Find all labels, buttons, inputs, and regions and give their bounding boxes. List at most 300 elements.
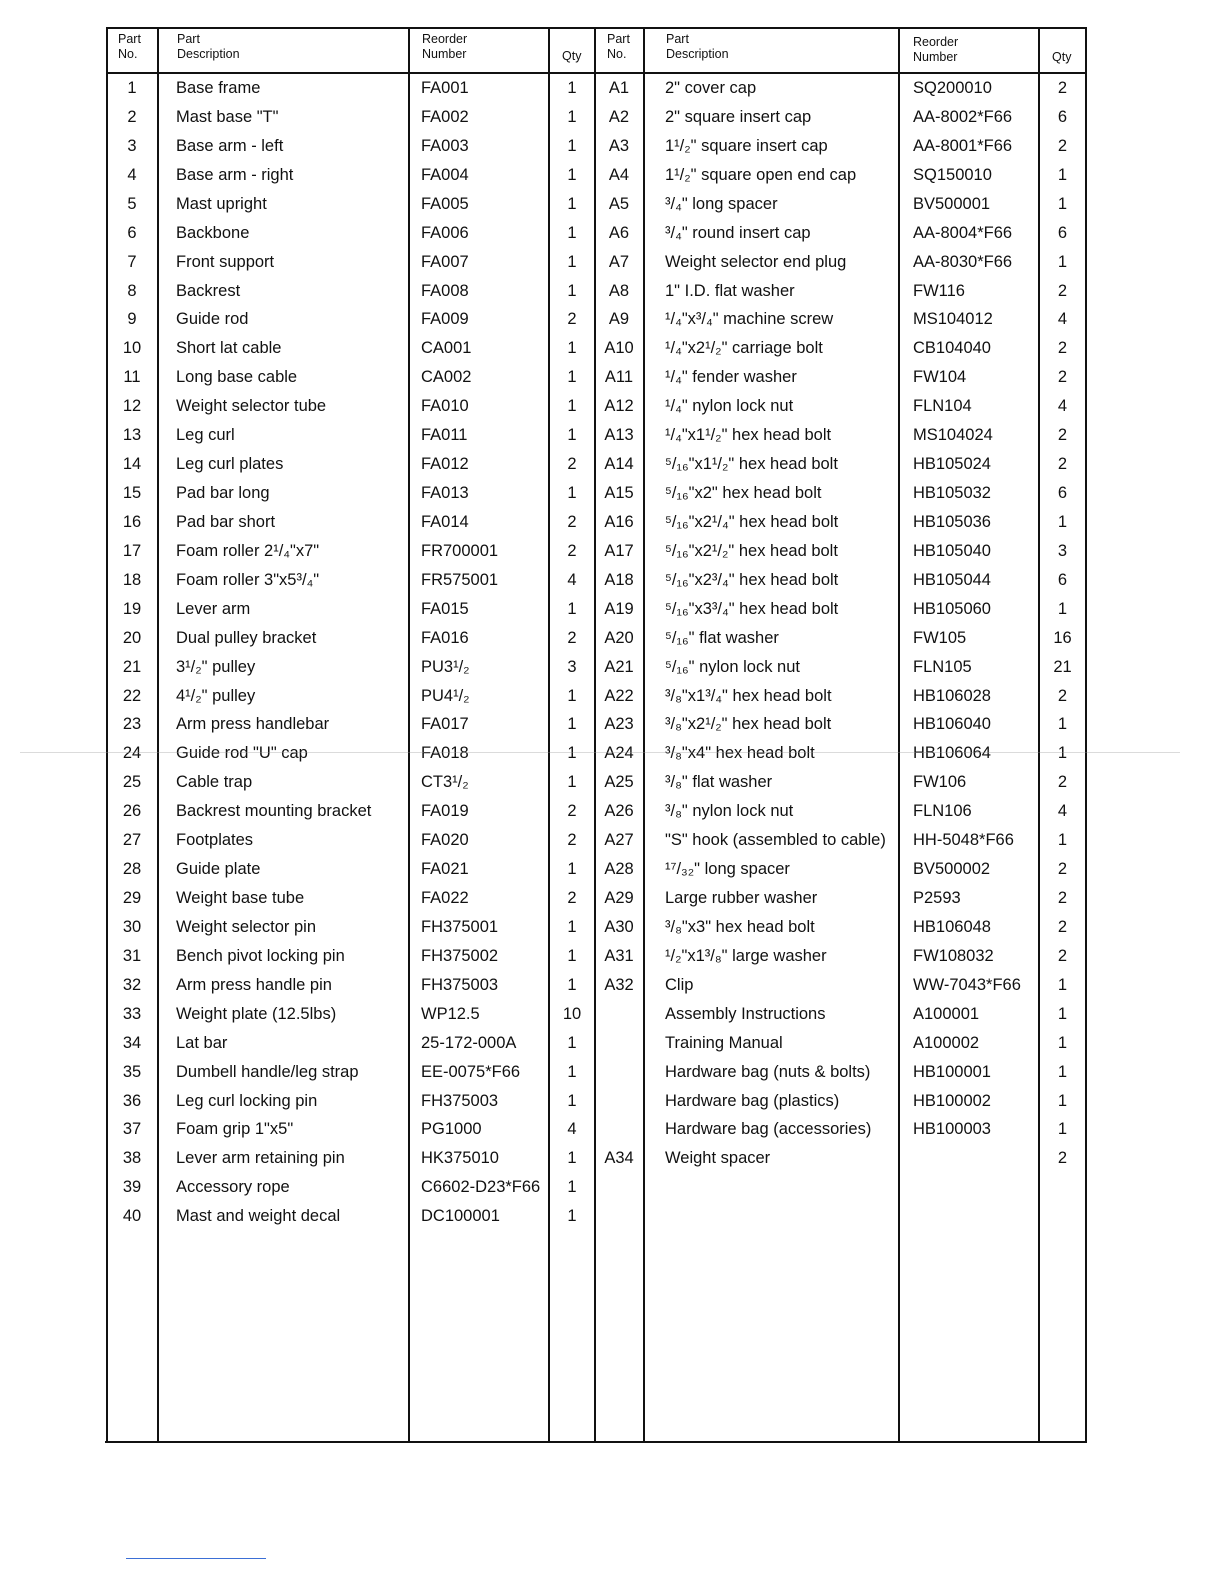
part-no-cell: A32: [604, 975, 634, 994]
qty-cell: 1: [1057, 744, 1068, 763]
part-description-cell: ³/₈"x4" hex head bolt: [665, 744, 815, 763]
reorder-number-cell: FA012: [421, 455, 469, 474]
qty-cell: 1: [567, 773, 577, 792]
qty-cell: 2: [567, 310, 577, 329]
part-description-cell: Arm press handlebar: [176, 715, 330, 734]
qty-cell: 1: [1057, 599, 1068, 618]
qty-cell: 2: [1057, 773, 1068, 792]
qty-cell: 1: [567, 1033, 577, 1052]
part-description-cell: Mast and weight decal: [176, 1207, 341, 1226]
part-description-cell: 1" I.D. flat washer: [665, 281, 795, 300]
reorder-number-cell: FR700001: [421, 541, 499, 560]
header-left-qty: Qty: [562, 49, 582, 63]
reorder-number-cell: EE-0075*F66: [421, 1062, 521, 1081]
part-description-cell: Base arm - left: [176, 136, 284, 155]
reorder-number-cell: HB106028: [913, 686, 991, 705]
header-right-reorder: Reorder Number: [913, 35, 959, 64]
qty-cell: 1: [567, 484, 577, 503]
part-no-cell: A11: [604, 368, 634, 387]
part-description-cell: Short lat cable: [176, 339, 282, 358]
part-no-cell: A28: [604, 860, 634, 879]
part-description-cell: Lever arm: [176, 599, 251, 618]
part-no-cell: A12: [604, 397, 634, 416]
part-description-cell: Long base cable: [176, 368, 298, 387]
part-no-cell: 39: [122, 1178, 142, 1197]
part-no-cell: 38: [122, 1149, 142, 1168]
qty-cell: 6: [1057, 223, 1068, 242]
reorder-number-cell: FA018: [421, 744, 469, 763]
part-no-cell: 3: [127, 136, 137, 155]
reorder-number-cell: FLN105: [913, 657, 972, 676]
col-rule-left-no: [157, 27, 159, 1443]
part-description-cell: Base frame: [176, 79, 261, 97]
header-right-qty: Qty: [1052, 50, 1072, 64]
qty-cell: 1: [567, 136, 577, 155]
qty-cell: 1: [567, 860, 577, 879]
part-no-cell: 8: [127, 281, 137, 300]
reorder-number-cell: FA017: [421, 715, 469, 734]
reorder-number-cell: FA004: [421, 165, 469, 184]
reorder-number-cell: C6602-D23*F66: [421, 1178, 541, 1197]
qty-cell: 1: [1057, 165, 1068, 184]
part-description-cell: Large rubber washer: [665, 889, 818, 908]
col-rule-right-no: [643, 27, 645, 1443]
reorder-number-cell: FLN106: [913, 802, 972, 821]
table-bottom-rule: [105, 1441, 1087, 1443]
qty-cell: 1: [567, 252, 577, 271]
reorder-number-cell: PG1000: [421, 1120, 482, 1139]
qty-cell: 4: [1057, 310, 1068, 329]
part-description-cell: ¹/₄"x2¹/₂" carriage bolt: [665, 339, 823, 358]
part-description-cell: Dumbell handle/leg strap: [176, 1062, 359, 1081]
qty-cell: 2: [1057, 136, 1068, 155]
part-description-cell: ³/₈" flat washer: [665, 773, 773, 792]
qty-cell: 2: [1057, 455, 1068, 474]
qty-cell: 1: [567, 1149, 577, 1168]
part-no-cell: 33: [122, 1004, 142, 1023]
reorder-number-cell: A100001: [913, 1004, 980, 1023]
part-no-cell: 40: [122, 1207, 142, 1226]
part-description-cell: Leg curl: [176, 426, 235, 445]
part-no-cell: 23: [122, 715, 142, 734]
reorder-number-cell: P2593: [913, 889, 961, 908]
reorder-number-cell: HB105040: [913, 541, 991, 560]
part-no-cell: A20: [604, 628, 634, 647]
qty-cell: 1: [567, 281, 577, 300]
reorder-number-cell: FA009: [421, 310, 469, 329]
reorder-number-cell: CB104040: [913, 339, 991, 358]
part-no-cell: 31: [122, 946, 142, 965]
qty-cell: 1: [567, 426, 577, 445]
reorder-number-cell: HK375010: [421, 1149, 499, 1168]
part-no-cell: A30: [604, 917, 634, 936]
part-description-cell: Base arm - right: [176, 165, 294, 184]
part-description-cell: Weight selector end plug: [665, 252, 847, 271]
qty-cell: 4: [567, 570, 577, 589]
part-description-cell: ³/₈" nylon lock nut: [665, 802, 794, 821]
qty-cell: 1: [567, 946, 577, 965]
part-description-cell: 1¹/₂" square insert cap: [665, 136, 828, 155]
part-no-cell: A21: [604, 657, 634, 676]
part-description-cell: Cable trap: [176, 773, 253, 792]
qty-cell: 16: [1053, 628, 1072, 647]
header-right-description: Part Description: [666, 32, 729, 61]
reorder-number-cell: AA-8001*F66: [913, 136, 1013, 155]
qty-cell: 1: [567, 223, 577, 242]
part-no-cell: A3: [608, 136, 630, 155]
part-no-cell: 6: [127, 223, 137, 242]
reorder-number-cell: HB100003: [913, 1120, 991, 1139]
reorder-number-cell: FW105: [913, 628, 967, 647]
part-no-cell: 36: [122, 1091, 142, 1110]
part-no-cell: 10: [122, 339, 142, 358]
part-description-cell: ¹/₄"x1¹/₂" hex head bolt: [665, 426, 832, 445]
reorder-number-cell: FA021: [421, 860, 469, 879]
reorder-number-cell: MS104024: [913, 426, 993, 445]
reorder-number-cell: FLN104: [913, 397, 972, 416]
part-no-cell: A22: [604, 686, 634, 705]
reorder-number-cell: A100002: [913, 1033, 980, 1052]
qty-cell: 2: [567, 512, 577, 531]
reorder-number-cell: FH375003: [421, 975, 499, 994]
reorder-number-cell: FA008: [421, 281, 469, 300]
part-no-cell: 29: [122, 889, 142, 908]
part-description-cell: ⁵/₁₆"x2³/₄" hex head bolt: [665, 570, 839, 589]
part-description-cell: 2" cover cap: [665, 79, 757, 97]
part-description-cell: Bench pivot locking pin: [176, 946, 345, 965]
part-no-cell: 25: [122, 773, 142, 792]
qty-cell: 2: [567, 628, 577, 647]
qty-cell: 4: [567, 1120, 577, 1139]
header-left-reorder: Reorder Number: [422, 32, 468, 61]
part-no-cell: 4: [127, 165, 137, 184]
part-description-cell: ⁵/₁₆"x2¹/₂" hex head bolt: [665, 541, 838, 560]
part-no-cell: A8: [608, 281, 630, 300]
reorder-number-cell: FA019: [421, 802, 469, 821]
part-description-cell: Arm press handle pin: [176, 975, 332, 994]
part-no-cell: A1: [608, 79, 630, 97]
part-description-cell: 2" square insert cap: [665, 107, 812, 126]
reorder-number-cell: FH375001: [421, 917, 499, 936]
reorder-number-cell: PU4¹/₂: [421, 686, 470, 705]
header-bottom-rule: [107, 72, 1087, 74]
qty-cell: 1: [567, 1207, 577, 1226]
qty-cell: 2: [1057, 889, 1068, 908]
qty-cell: 1: [567, 79, 577, 97]
part-description-cell: Front support: [176, 252, 275, 271]
part-no-cell: A2: [608, 107, 630, 126]
part-description-cell: Weight base tube: [176, 889, 305, 908]
reorder-number-cell: HB106048: [913, 917, 991, 936]
qty-cell: 2: [1057, 79, 1068, 97]
part-description-cell: Leg curl locking pin: [176, 1091, 318, 1110]
part-no-cell: A15: [604, 484, 634, 503]
part-no-cell: 12: [122, 397, 142, 416]
qty-cell: 2: [1057, 368, 1068, 387]
qty-cell: 2: [1057, 946, 1068, 965]
qty-cell: 2: [1057, 917, 1068, 936]
header-right-part-no: Part No.: [607, 32, 630, 61]
qty-cell: 2: [567, 831, 577, 850]
part-description-cell: Lat bar: [176, 1033, 228, 1052]
part-no-cell: 27: [122, 831, 142, 850]
part-description-cell: ¹/₄" fender washer: [665, 368, 797, 387]
qty-cell: 1: [1057, 1091, 1068, 1110]
part-no-cell: 15: [122, 484, 142, 503]
part-description-cell: Training Manual: [665, 1033, 783, 1052]
qty-cell: 1: [567, 107, 577, 126]
reorder-number-cell: FW106: [913, 773, 967, 792]
part-description-cell: ¹⁷/₃₂" long spacer: [665, 860, 790, 879]
reorder-number-cell: CA002: [421, 368, 472, 387]
reorder-number-cell: CA001: [421, 339, 472, 358]
part-no-cell: 22: [122, 686, 142, 705]
part-description-cell: Pad bar long: [176, 484, 270, 503]
qty-cell: 1: [567, 368, 577, 387]
part-description-cell: ⁵/₁₆" flat washer: [665, 628, 779, 647]
part-no-cell: 17: [122, 541, 142, 560]
qty-cell: 2: [567, 802, 577, 821]
qty-cell: 1: [1057, 1033, 1068, 1052]
reorder-number-cell: HB105036: [913, 512, 991, 531]
header-left-description: Part Description: [177, 32, 240, 61]
qty-cell: 3: [567, 657, 577, 676]
part-description-cell: ¹/₄"x³/₄" machine screw: [665, 310, 834, 329]
qty-cell: 4: [1057, 802, 1068, 821]
part-no-cell: A6: [608, 223, 630, 242]
reorder-number-cell: FA010: [421, 397, 469, 416]
part-description-cell: ³/₈"x1³/₄" hex head bolt: [665, 686, 832, 705]
col-rule-left-edge: [106, 27, 108, 1443]
reorder-number-cell: FA015: [421, 599, 469, 618]
reorder-number-cell: BV500001: [913, 194, 991, 213]
part-description-cell: 1¹/₂" square open end cap: [665, 165, 857, 184]
qty-cell: 2: [567, 455, 577, 474]
part-no-cell: A17: [604, 541, 634, 560]
qty-cell: 2: [1057, 426, 1068, 445]
qty-cell: 21: [1053, 657, 1072, 676]
reorder-number-cell: FA020: [421, 831, 469, 850]
part-description-cell: ⁵/₁₆" nylon lock nut: [665, 657, 800, 676]
part-no-cell: A23: [604, 715, 634, 734]
qty-cell: 1: [567, 686, 577, 705]
part-description-cell: Guide rod: [176, 310, 249, 329]
qty-cell: 1: [567, 715, 577, 734]
part-no-cell: A31: [604, 946, 634, 965]
part-no-cell: A25: [604, 773, 634, 792]
part-description-cell: Foam roller 3"x5³/₄": [176, 570, 320, 589]
qty-cell: 1: [1057, 1004, 1068, 1023]
part-no-cell: A18: [604, 570, 634, 589]
part-no-cell: 11: [123, 368, 141, 387]
part-no-cell: 9: [127, 310, 137, 329]
reorder-number-cell: BV500002: [913, 860, 991, 879]
part-no-cell: 2: [127, 107, 137, 126]
part-description-cell: 4¹/₂" pulley: [176, 686, 256, 705]
qty-cell: 1: [1057, 831, 1068, 850]
part-no-cell: 13: [122, 426, 142, 445]
scan-streak: [20, 752, 1180, 753]
reorder-number-cell: HB106040: [913, 715, 991, 734]
part-description-cell: ⁵/₁₆"x1¹/₂" hex head bolt: [665, 455, 838, 474]
col-rule-right-edge: [1085, 27, 1087, 1443]
reorder-number-cell: SQ200010: [913, 79, 992, 97]
part-no-cell: A26: [604, 802, 634, 821]
part-no-cell: 14: [122, 455, 142, 474]
qty-cell: 4: [1057, 397, 1068, 416]
qty-cell: 1: [1057, 715, 1068, 734]
part-description-cell: ⁵/₁₆"x3³/₄" hex head bolt: [665, 599, 839, 618]
part-description-cell: 3¹/₂" pulley: [176, 657, 256, 676]
part-description-cell: ¹/₂"x1³/₈" large washer: [665, 946, 827, 965]
part-description-cell: ³/₈"x2¹/₂" hex head bolt: [665, 715, 832, 734]
qty-cell: 1: [567, 339, 577, 358]
qty-cell: 3: [1057, 541, 1068, 560]
qty-cell: 1: [567, 917, 577, 936]
part-description-cell: Assembly Instructions: [665, 1004, 826, 1023]
part-description-cell: Weight selector tube: [176, 397, 327, 416]
part-description-cell: Hardware bag (accessories): [665, 1120, 872, 1139]
part-no-cell: A13: [604, 426, 634, 445]
part-no-cell: 1: [127, 79, 137, 97]
part-description-cell: "S" hook (assembled to cable): [665, 831, 886, 850]
qty-cell: 1: [1057, 1120, 1068, 1139]
reorder-number-cell: HB105060: [913, 599, 991, 618]
part-description-cell: Foam grip 1"x5": [176, 1120, 294, 1139]
reorder-number-cell: FA001: [421, 79, 469, 97]
part-no-cell: A34: [604, 1149, 634, 1168]
reorder-number-cell: FA016: [421, 628, 469, 647]
part-no-cell: 19: [122, 599, 142, 618]
part-description-cell: Weight spacer: [665, 1149, 771, 1168]
part-no-cell: A29: [604, 889, 634, 908]
part-description-cell: Footplates: [176, 831, 254, 850]
qty-cell: 2: [1057, 860, 1068, 879]
part-description-cell: Weight selector pin: [176, 917, 317, 936]
reorder-number-cell: FA005: [421, 194, 469, 213]
part-no-cell: 21: [122, 657, 142, 676]
qty-cell: 2: [567, 889, 577, 908]
qty-cell: 1: [567, 194, 577, 213]
qty-cell: 1: [567, 975, 577, 994]
part-description-cell: Backbone: [176, 223, 250, 242]
part-description-cell: ³/₄" round insert cap: [665, 223, 811, 242]
qty-cell: 1: [1057, 1062, 1068, 1081]
part-description-cell: Mast base "T": [176, 107, 279, 126]
part-no-cell: A14: [604, 455, 634, 474]
part-no-cell: 24: [122, 744, 142, 763]
reorder-number-cell: HB105044: [913, 570, 991, 589]
part-no-cell: A9: [608, 310, 630, 329]
qty-cell: 2: [1057, 339, 1068, 358]
part-no-cell: A7: [608, 252, 630, 271]
reorder-number-cell: FA013: [421, 484, 469, 503]
reorder-number-cell: HB105024: [913, 455, 991, 474]
reorder-number-cell: AA-8030*F66: [913, 252, 1013, 271]
part-description-cell: Clip: [665, 975, 694, 994]
qty-cell: 6: [1057, 570, 1068, 589]
reorder-number-cell: HB106064: [913, 744, 991, 763]
reorder-number-cell: FA003: [421, 136, 469, 155]
part-no-cell: 37: [122, 1120, 142, 1139]
header-left-part-no: Part No.: [118, 32, 141, 61]
part-no-cell: A16: [604, 512, 634, 531]
reorder-number-cell: AA-8004*F66: [913, 223, 1013, 242]
qty-cell: 1: [567, 1062, 577, 1081]
reorder-number-cell: FA007: [421, 252, 469, 271]
reorder-number-cell: FH375003: [421, 1091, 499, 1110]
part-no-cell: A10: [604, 339, 634, 358]
part-no-cell: 26: [122, 802, 142, 821]
reorder-number-cell: HB100002: [913, 1091, 991, 1110]
reorder-number-cell: CT3¹/₂: [421, 773, 469, 792]
part-no-cell: 28: [122, 860, 142, 879]
reorder-number-cell: FA011: [421, 426, 468, 445]
qty-cell: 1: [1057, 975, 1068, 994]
part-no-cell: 32: [122, 975, 142, 994]
reorder-number-cell: FA022: [421, 889, 469, 908]
col-rule-left-desc: [408, 27, 410, 1443]
part-no-cell: 30: [122, 917, 142, 936]
qty-cell: 1: [1057, 512, 1068, 531]
reorder-number-cell: FR575001: [421, 570, 499, 589]
qty-cell: 6: [1057, 484, 1068, 503]
part-description-cell: ³/₄" long spacer: [665, 194, 778, 213]
part-description-cell: Accessory rope: [176, 1178, 290, 1197]
reorder-number-cell: PU3¹/₂: [421, 657, 470, 676]
qty-cell: 1: [567, 397, 577, 416]
part-no-cell: 7: [127, 252, 137, 271]
qty-cell: 6: [1057, 107, 1068, 126]
reorder-number-cell: FA014: [421, 512, 469, 531]
part-no-cell: 16: [122, 512, 142, 531]
reorder-number-cell: FH375002: [421, 946, 499, 965]
reorder-number-cell: SQ150010: [913, 165, 992, 184]
reorder-number-cell: FW108032: [913, 946, 994, 965]
part-description-cell: ³/₈"x3" hex head bolt: [665, 917, 815, 936]
reorder-number-cell: WW-7043*F66: [913, 975, 1021, 994]
qty-cell: 2: [1057, 686, 1068, 705]
reorder-number-cell: FA002: [421, 107, 469, 126]
reorder-number-cell: MS104012: [913, 310, 993, 329]
part-no-cell: 20: [122, 628, 142, 647]
qty-cell: 1: [567, 1091, 577, 1110]
col-rule-right-desc: [898, 27, 900, 1443]
part-description-cell: Foam roller 2¹/₄"x7": [176, 541, 320, 560]
qty-cell: 2: [567, 541, 577, 560]
qty-cell: 2: [1057, 1149, 1068, 1168]
underline-mark: [126, 1558, 266, 1559]
qty-cell: 1: [567, 165, 577, 184]
part-no-cell: A19: [604, 599, 634, 618]
qty-cell: 10: [562, 1004, 582, 1023]
part-description-cell: Hardware bag (nuts & bolts): [665, 1062, 871, 1081]
reorder-number-cell: 25-172-000A: [421, 1033, 517, 1052]
part-description-cell: ⁵/₁₆"x2" hex head bolt: [665, 484, 822, 503]
reorder-number-cell: DC100001: [421, 1207, 500, 1226]
part-description-cell: Dual pulley bracket: [176, 628, 317, 647]
reorder-number-cell: HB105032: [913, 484, 991, 503]
reorder-number-cell: HH-5048*F66: [913, 831, 1014, 850]
part-no-cell: 5: [127, 194, 137, 213]
reorder-number-cell: FW116: [913, 281, 965, 300]
qty-cell: 1: [567, 744, 577, 763]
part-description-cell: Lever arm retaining pin: [176, 1149, 345, 1168]
part-description-cell: Pad bar short: [176, 512, 276, 531]
part-description-cell: Leg curl plates: [176, 455, 284, 474]
qty-cell: 1: [567, 1178, 577, 1197]
qty-cell: 2: [1057, 281, 1068, 300]
